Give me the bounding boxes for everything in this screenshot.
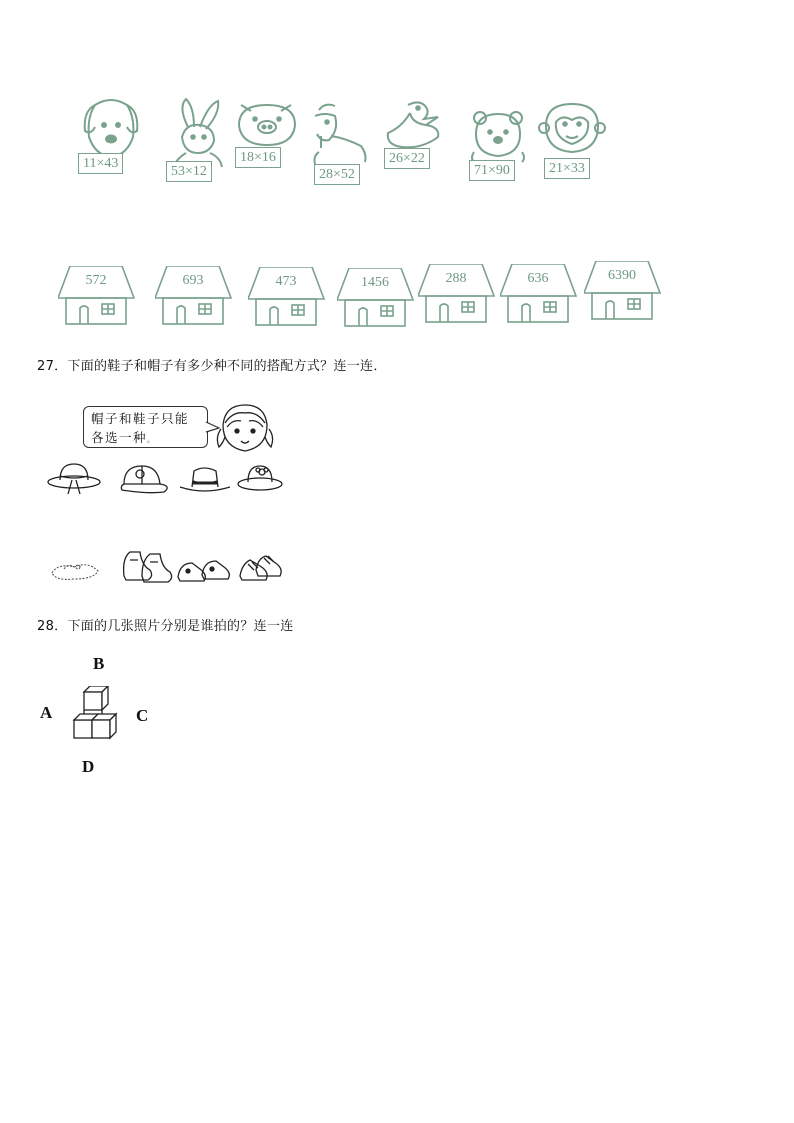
house-1 <box>58 266 134 330</box>
house-6 <box>500 264 576 328</box>
sneaker-icon <box>176 549 236 589</box>
animal-monkey <box>538 100 608 190</box>
animal-expression: 18×16 <box>235 147 281 168</box>
hat-1 <box>46 458 104 496</box>
house-number: 693 <box>182 273 204 288</box>
slipper-icon <box>48 551 108 591</box>
house-number: 288 <box>445 271 467 286</box>
question-27-text: 27．下面的鞋子和帽子有多少种不同的搭配方式？连一连． <box>37 359 387 374</box>
animal-bear <box>466 108 536 198</box>
animal-pig <box>233 97 303 187</box>
wide-brim-hat-icon <box>46 458 106 498</box>
duck-icon <box>382 97 452 187</box>
animal-duck <box>382 97 452 187</box>
flower-hat-icon <box>236 458 296 498</box>
animal-dog <box>75 97 145 187</box>
hat-4 <box>236 458 294 496</box>
bubble-mark: 。 <box>147 436 155 444</box>
hat-3 <box>178 461 236 499</box>
animal-expression: 71×90 <box>469 160 515 181</box>
animal-rabbit <box>164 97 234 187</box>
label-c: C <box>136 706 149 725</box>
hat-2 <box>118 460 176 498</box>
bubble-line-1: 帽子和鞋子只能 <box>91 411 190 426</box>
house-number: 572 <box>85 273 107 288</box>
house-3 <box>248 267 324 331</box>
animal-expression: 26×22 <box>384 148 430 169</box>
house-number: 473 <box>275 274 297 289</box>
house-5 <box>418 264 494 328</box>
animal-expression: 11×43 <box>78 153 123 174</box>
house-7 <box>584 261 660 325</box>
house-number: 636 <box>527 271 549 286</box>
speech-bubble <box>83 406 208 448</box>
shoe-2 <box>118 546 176 584</box>
boot-icon <box>118 546 178 586</box>
question-28-text: 28．下面的几张照片分别是谁拍的？连一连 <box>37 619 294 634</box>
shoe-4 <box>236 548 294 586</box>
shoe-1 <box>48 551 106 589</box>
animal-expression: 53×12 <box>166 161 212 182</box>
pig-icon <box>233 97 303 187</box>
animal-expression: 28×52 <box>314 164 360 185</box>
shoe-3 <box>176 549 234 587</box>
bear-icon <box>466 108 536 198</box>
label-a: A <box>40 703 53 722</box>
fedora-hat-icon <box>178 461 238 501</box>
animal-expression: 21×33 <box>544 158 590 179</box>
bubble-line-2: 各选一种 <box>91 430 148 445</box>
baseball-cap-icon <box>118 460 178 500</box>
cube-stack-icon <box>70 686 122 744</box>
house-number: 1456 <box>361 275 389 290</box>
house-2 <box>155 266 231 330</box>
label-b: B <box>93 654 105 673</box>
house-number: 6390 <box>608 268 636 283</box>
label-d: D <box>82 757 95 776</box>
animal-goat <box>305 100 375 190</box>
girl-icon <box>213 403 275 459</box>
lace-shoe-icon <box>236 548 296 588</box>
house-4 <box>337 268 413 332</box>
